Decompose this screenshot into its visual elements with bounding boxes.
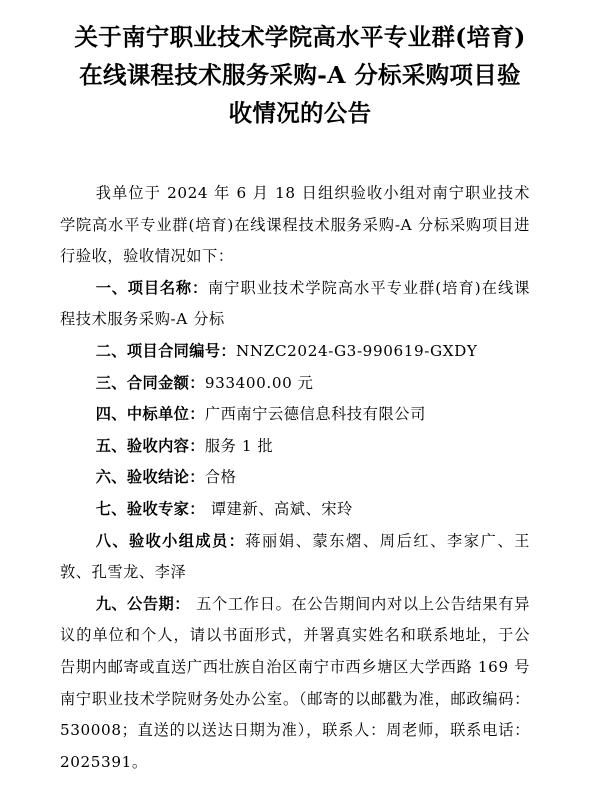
item-contract-number bbox=[60, 336, 530, 368]
item-acceptance-experts bbox=[60, 494, 530, 526]
title-line-3: 收情况的公告 bbox=[228, 99, 372, 127]
item-acceptance-team bbox=[60, 526, 530, 589]
item-value: 合格 bbox=[204, 468, 237, 487]
item-label: 五、验收内容： bbox=[95, 436, 205, 455]
item-value: 五个工作日。在公告期间内对以上公告结果有异议的单位和个人，请以书面形式，并署真实姓名和联系地址，于公告期内邮寄或直送广西壮族自治区南宁市西乡塘区大学西路 169 号南宁职业技术学院财务处办公室。（邮寄的以邮戳为准，邮政编码：530008；直送的以送达日期为准），联系人：周老师，联系电话：2025391。 bbox=[60, 594, 530, 771]
item-value: 蒋丽娟、蒙东熠、周后红、李家广、王敦、孔雪龙、李泽 bbox=[60, 531, 531, 582]
item-contract-amount bbox=[60, 368, 530, 400]
item-acceptance-conclusion bbox=[60, 462, 530, 494]
item-label: 三、合同金额： bbox=[95, 373, 205, 392]
item-value: 933400.00 元 bbox=[204, 373, 314, 392]
item-value: 南宁职业技术学院高水平专业群(培育)在线课程技术服务采购-A 分标 bbox=[60, 278, 530, 329]
announcement-title bbox=[0, 18, 600, 132]
item-label: 九、公告期： bbox=[95, 594, 190, 613]
item-project-name bbox=[60, 273, 530, 336]
item-acceptance-content bbox=[60, 431, 530, 463]
item-label: 六、验收结论： bbox=[95, 468, 205, 487]
item-notice-period bbox=[60, 589, 530, 779]
item-value: NNZC2024-G3-990619-GXDY bbox=[236, 341, 478, 360]
title-line-1: 关于南宁职业技术学院高水平专业群(培育) bbox=[74, 23, 526, 51]
item-label: 一、项目名称： bbox=[95, 278, 208, 297]
item-label: 八、验收小组成员： bbox=[95, 531, 246, 550]
item-winning-bidder bbox=[60, 399, 530, 431]
item-label: 四、中标单位： bbox=[95, 405, 205, 424]
item-label: 二、项目合同编号： bbox=[95, 341, 237, 360]
announcement-body bbox=[60, 178, 530, 778]
title-line-2: 在线课程技术服务采购-A 分标采购项目验 bbox=[79, 61, 521, 89]
item-value: 服务 1 批 bbox=[204, 436, 274, 455]
intro-paragraph: 我单位于 2024 年 6 月 18 日组织验收小组对南宁职业技术学院高水平专业群(培育)在线课程技术服务采购-A 分标采购项目进行验收，验收情况如下： bbox=[60, 184, 530, 266]
item-label: 七、验收专家： bbox=[95, 499, 205, 518]
item-value: 广西南宁云德信息科技有限公司 bbox=[204, 405, 426, 424]
item-value: 谭建新、高斌、宋玲 bbox=[210, 499, 353, 518]
